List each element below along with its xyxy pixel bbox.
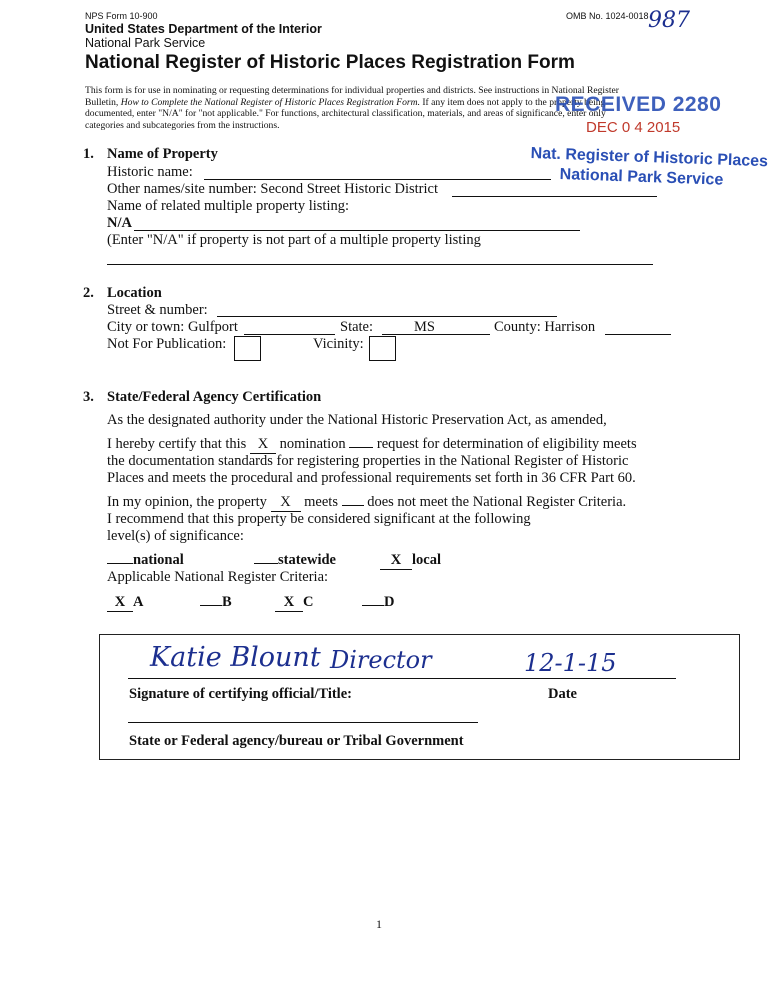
intro-line-2: Bulletin, How to Complete the National Register of Historic Places Registration Form. If any item does not apply to the property being	[85, 96, 606, 108]
section-1-heading: Name of Property	[107, 146, 218, 162]
nomination-mark: X	[250, 436, 276, 454]
criteria-b: B	[200, 594, 232, 611]
form-number: NPS Form 10-900	[85, 11, 158, 21]
section-3-number: 3.	[83, 389, 94, 405]
stamp-agency-line-1: Nat. Register of Historic Places	[530, 145, 769, 171]
stamp-agency-line-2: National Park Service	[559, 166, 724, 189]
related-listing-label: Name of related multiple property listing:	[107, 198, 350, 214]
opinion-line: In my opinion, the property X meets does not meet the National Register Criteria.	[107, 494, 627, 510]
handwritten-corner-number: 987	[648, 8, 690, 33]
signature-line[interactable]	[128, 678, 676, 679]
handwritten-date: 12-1-15	[524, 649, 617, 677]
criteria-a: X A	[107, 594, 143, 612]
signature-label: Signature of certifying official/Title:	[129, 686, 352, 702]
other-names-label: Other names/site number: Second Street Historic District	[107, 181, 439, 197]
criteria-c: X C	[275, 594, 313, 612]
vicinity-label: Vicinity:	[313, 336, 364, 352]
related-listing-value: N/A	[107, 215, 132, 231]
city-label: City or town:	[107, 319, 188, 335]
section-3-heading: State/Federal Agency Certification	[107, 389, 322, 405]
certify-line-3: Places and meets the procedural and professional requirements set forth in 36 CFR Part 60.	[107, 470, 636, 486]
county-value: Harrison	[544, 319, 596, 335]
page-number: 1	[376, 917, 382, 931]
certify-line-1: I hereby certify that this X nomination request for determination of eligibility meets	[107, 436, 637, 452]
state-field[interactable]	[382, 334, 490, 335]
county-row	[494, 319, 595, 336]
other-names-field-line[interactable]	[452, 196, 657, 197]
intro-line-3: documented, enter "N/A" for "not applicable." For functions, architectural classification, materials, and areas of significance, enter only	[85, 108, 606, 120]
meets-mark: X	[271, 494, 301, 512]
handwritten-title: Director	[330, 646, 432, 674]
criteria-label: Applicable National Register Criteria:	[107, 569, 329, 585]
related-listing-note: (Enter "N/A" if property is not part of a multiple property listing	[107, 232, 481, 248]
department-name: United States Department of the Interior	[85, 22, 322, 36]
authority-text: As the designated authority under the National Historic Preservation Act, as amended,	[107, 412, 607, 428]
section-1-number: 1.	[83, 146, 94, 162]
county-label: County:	[494, 319, 545, 335]
street-field[interactable]	[217, 316, 557, 317]
omb-number: OMB No. 1024-0018	[566, 11, 649, 21]
date-label: Date	[548, 686, 577, 702]
agency-label: State or Federal agency/bureau or Tribal Government	[129, 733, 464, 749]
historic-name-label: Historic name:	[107, 164, 193, 180]
received-stamp-date: DEC 0 4 2015	[586, 119, 681, 136]
county-field-line[interactable]	[605, 334, 671, 335]
level-local: X local	[380, 552, 441, 570]
city-field-line[interactable]	[244, 334, 335, 335]
certify-line-2: the documentation standards for registering properties in the National Register of Historic	[107, 453, 629, 469]
criteria-d: D	[362, 594, 394, 611]
level-statewide: statewide	[254, 552, 336, 569]
intro-line-4: categories and subcategories from the instructions.	[85, 119, 280, 131]
received-stamp: RECEIVED 2280	[555, 93, 722, 116]
request-mark	[349, 447, 373, 448]
state-label: State:	[340, 319, 374, 335]
recommend-line-2: level(s) of significance:	[107, 528, 244, 544]
section-2-number: 2.	[83, 285, 94, 301]
agency-line[interactable]	[128, 722, 478, 723]
city-value: Gulfport	[187, 319, 238, 335]
vicinity-checkbox[interactable]	[369, 336, 396, 361]
not-for-publication-label: Not For Publication:	[107, 336, 227, 352]
does-not-meet-mark	[342, 505, 364, 506]
street-label: Street & number:	[107, 302, 208, 318]
handwritten-signature: Katie Blount	[150, 642, 321, 673]
intro-line-1: This form is for use in nominating or requesting determinations for individual properties and districts. See instructions in National Register	[85, 85, 619, 96]
level-national: national	[107, 552, 184, 569]
city-row	[107, 319, 238, 336]
service-name: National Park Service	[85, 36, 206, 50]
state-value: MS	[414, 319, 435, 335]
historic-name-field[interactable]	[204, 179, 551, 180]
related-listing-field[interactable]	[134, 230, 580, 231]
not-for-publication-checkbox[interactable]	[234, 336, 261, 361]
section-2-heading: Location	[107, 285, 162, 301]
section-1-divider	[107, 264, 653, 265]
recommend-line-1: I recommend that this property be considered significant at the following	[107, 511, 531, 527]
page-title: National Register of Historic Places Registration Form	[85, 52, 575, 73]
